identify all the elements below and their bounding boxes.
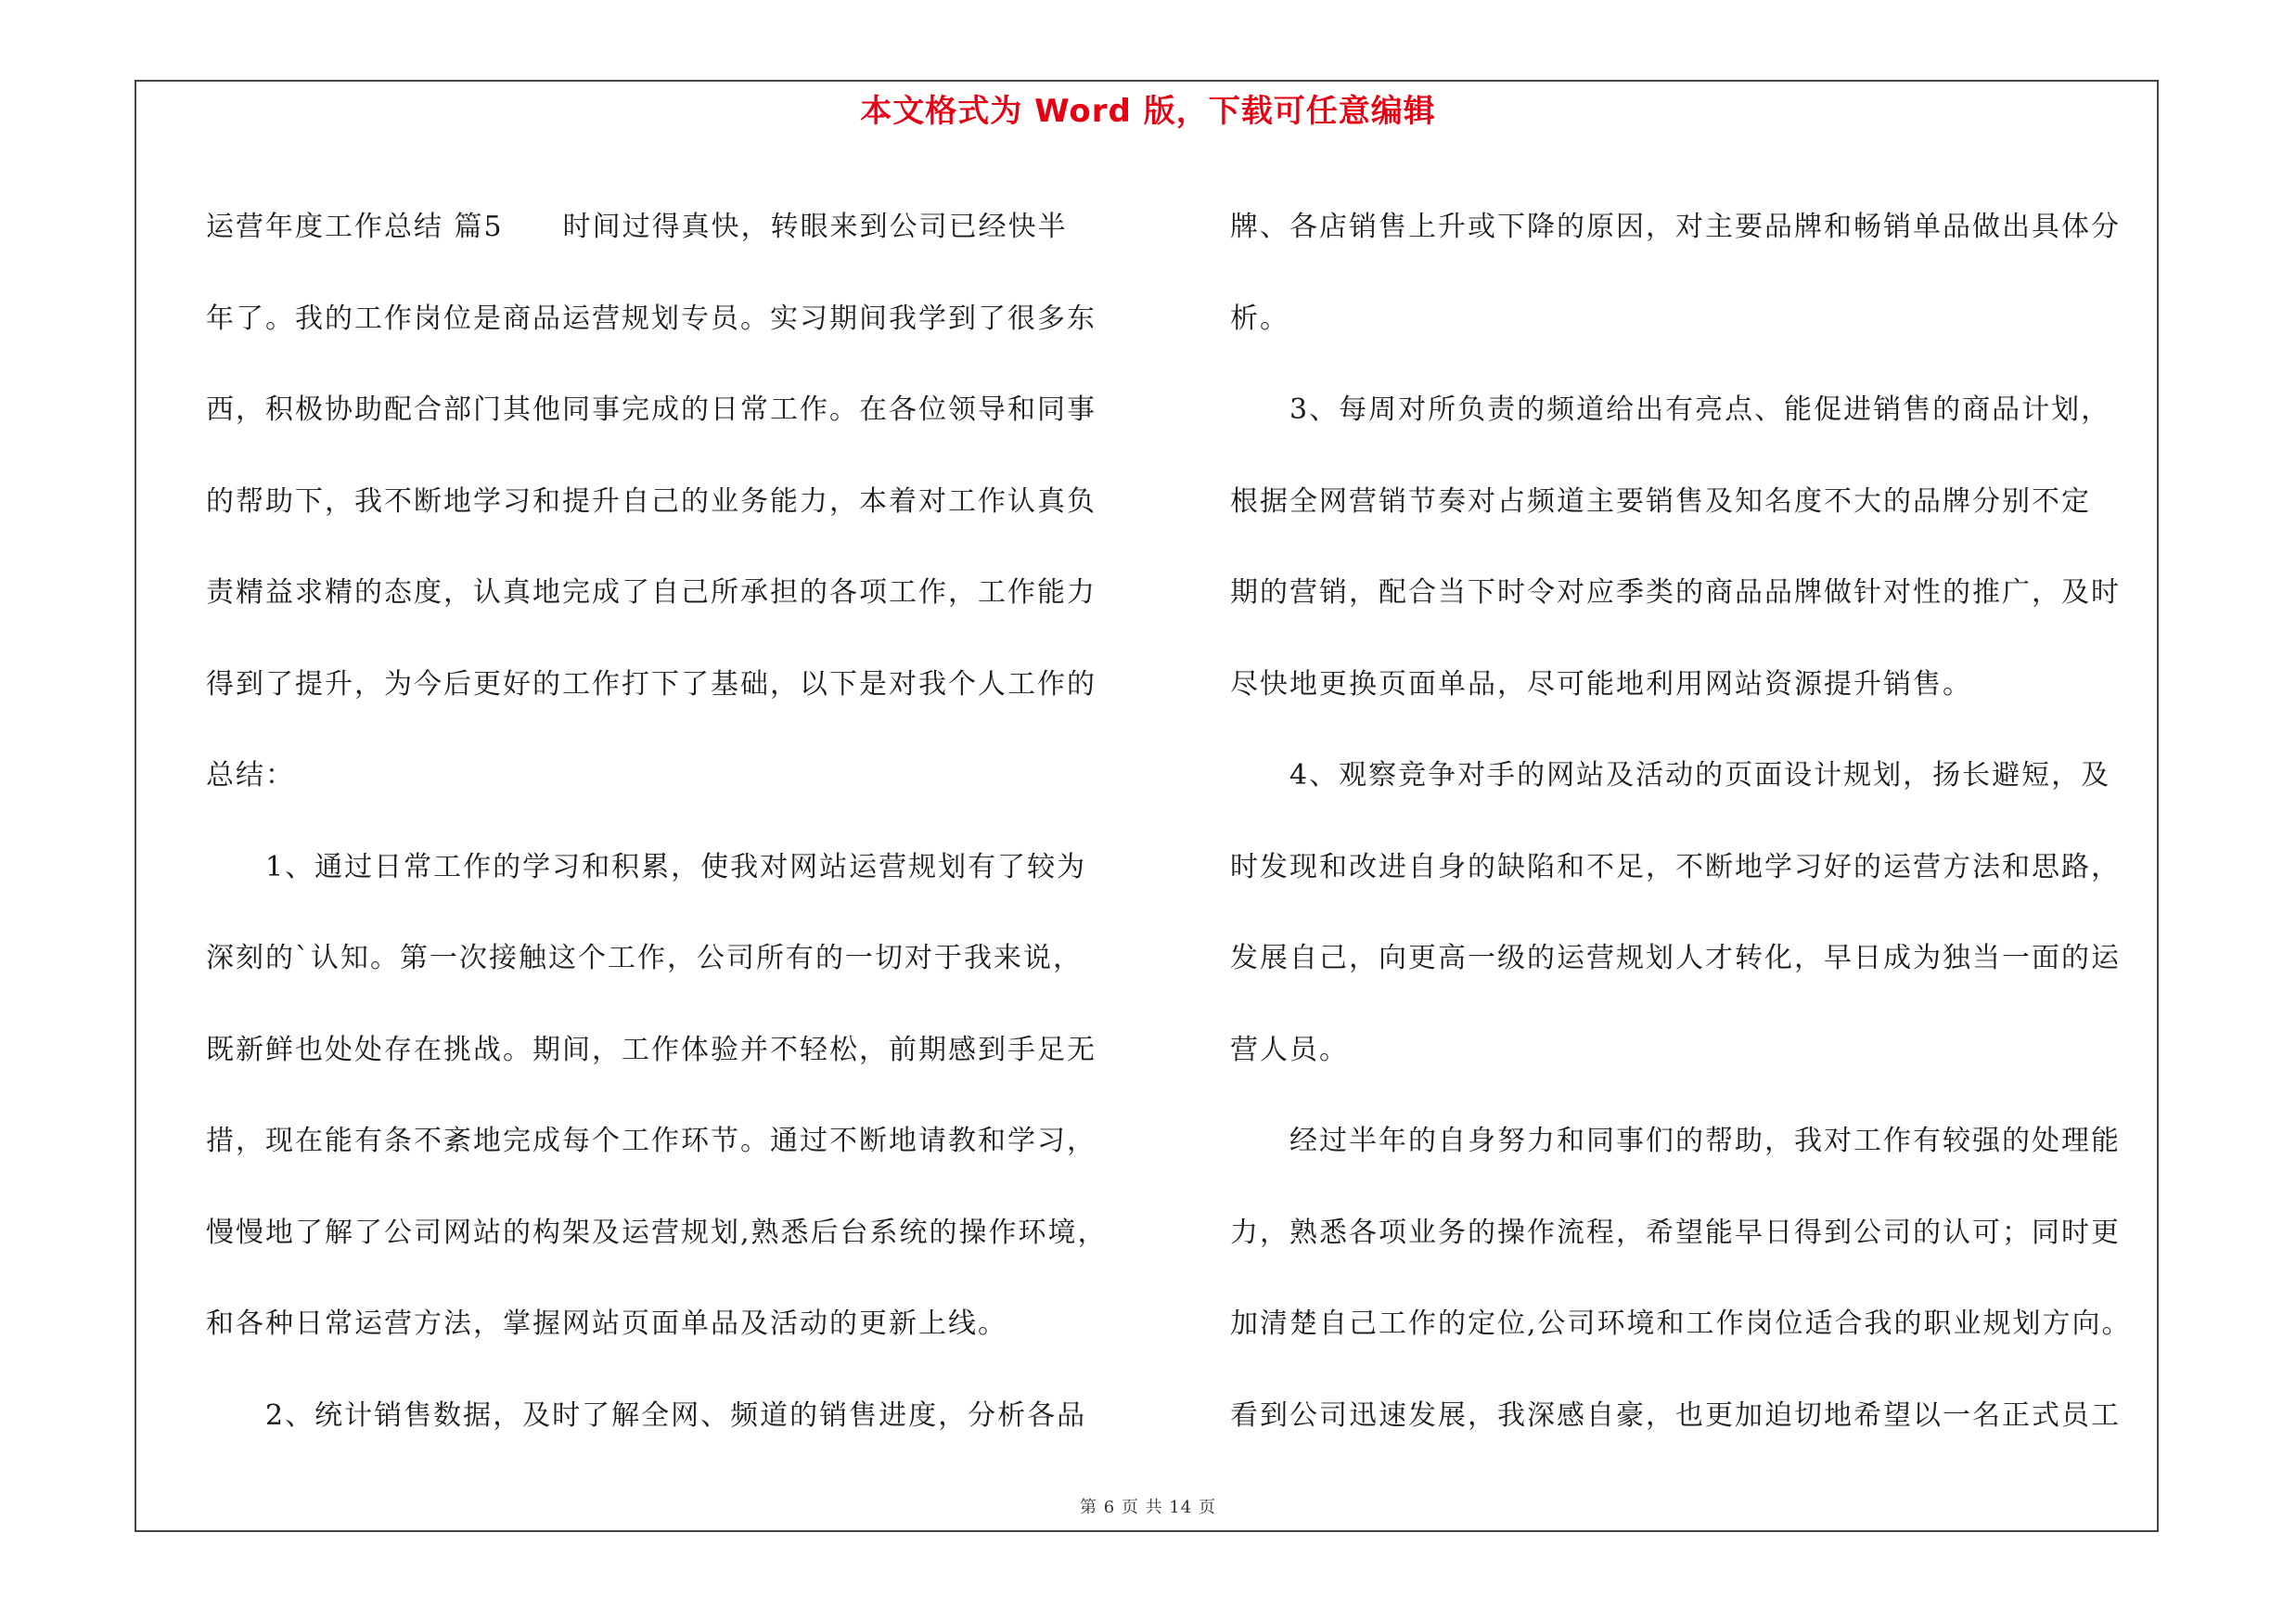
text-line: 责精益求精的态度，认真地完成了自己所承担的各项工作，工作能力 bbox=[206, 576, 1097, 609]
text-line: 和各种日常运营方法，掌握网站页面单品及活动的更新上线。 bbox=[206, 1307, 1007, 1340]
text-line: 看到公司迅速发展，我深感自豪，也更加迫切地希望以一名正式员工 bbox=[1230, 1398, 2121, 1432]
text-line: 慢慢地了解了公司网站的构架及运营规划,熟悉后台系统的操作环境， bbox=[206, 1216, 1108, 1249]
text-line: 尽快地更换页面单品，尽可能地利用网站资源提升销售。 bbox=[1230, 667, 1972, 701]
text-line: 1、通过日常工作的学习和积累，使我对网站运营规划有了较为 bbox=[206, 850, 1087, 883]
format-banner: 本文格式为 Word 版，下载可任意编辑 bbox=[860, 93, 1436, 130]
text-line: 2、统计销售数据，及时了解全网、频道的销售进度，分析各品 bbox=[206, 1398, 1087, 1432]
text-line: 析。 bbox=[1230, 302, 1289, 335]
text-line: 加清楚自己工作的定位,公司环境和工作岗位适合我的职业规划方向。 bbox=[1230, 1307, 2132, 1340]
page-number: 第 6 页 共 14 页 bbox=[1080, 1498, 1216, 1517]
text-line: 年了。我的工作岗位是商品运营规划专员。实习期间我学到了很多东 bbox=[206, 302, 1097, 335]
text-line: 经过半年的自身努力和同事们的帮助，我对工作有较强的处理能 bbox=[1230, 1125, 2121, 1157]
text-line: 力，熟悉各项业务的操作流程，希望能早日得到公司的认可；同时更 bbox=[1230, 1216, 2121, 1249]
text-line: 牌、各店销售上升或下降的原因，对主要品牌和畅销单品做出具体分 bbox=[1230, 211, 2121, 243]
left-text-column bbox=[206, 182, 1143, 1462]
text-line: 3、每周对所负责的频道给出有亮点、能促进销售的商品计划， bbox=[1230, 393, 2111, 426]
text-line: 西，积极协助配合部门其他同事完成的日常工作。在各位领导和同事 bbox=[206, 393, 1097, 426]
text-line: 运营年度工作总结 篇5 时间过得真快，转眼来到公司已经快半 bbox=[206, 211, 1068, 243]
text-line: 营人员。 bbox=[1230, 1033, 1349, 1066]
text-line: 发展自己，向更高一级的运营规划人才转化，早日成为独当一面的运 bbox=[1230, 942, 2121, 974]
text-line: 深刻的`认知。第一次接触这个工作，公司所有的一切对于我来说， bbox=[206, 942, 1083, 974]
text-line: 总结： bbox=[206, 759, 295, 792]
text-line: 根据全网营销节奏对占频道主要销售及知名度不大的品牌分别不定 bbox=[1230, 484, 2091, 518]
text-line: 得到了提升，为今后更好的工作打下了基础，以下是对我个人工作的 bbox=[206, 667, 1097, 701]
text-line: 期的营销，配合当下时令对应季类的商品品牌做针对性的推广，及时 bbox=[1230, 576, 2121, 609]
text-line: 时发现和改进自身的缺陷和不足，不断地学习好的运营方法和思路， bbox=[1230, 850, 2121, 883]
text-line: 4、观察竞争对手的网站及活动的页面设计规划，扬长避短，及 bbox=[1230, 759, 2111, 792]
text-line: 措，现在能有条不紊地完成每个工作环节。通过不断地请教和学习， bbox=[206, 1125, 1097, 1157]
right-text-column bbox=[1230, 182, 2167, 1462]
text-line: 的帮助下，我不断地学习和提升自己的业务能力，本着对工作认真负 bbox=[206, 484, 1097, 518]
text-line: 既新鲜也处处存在挑战。期间，工作体验并不轻松，前期感到手足无 bbox=[206, 1033, 1097, 1066]
